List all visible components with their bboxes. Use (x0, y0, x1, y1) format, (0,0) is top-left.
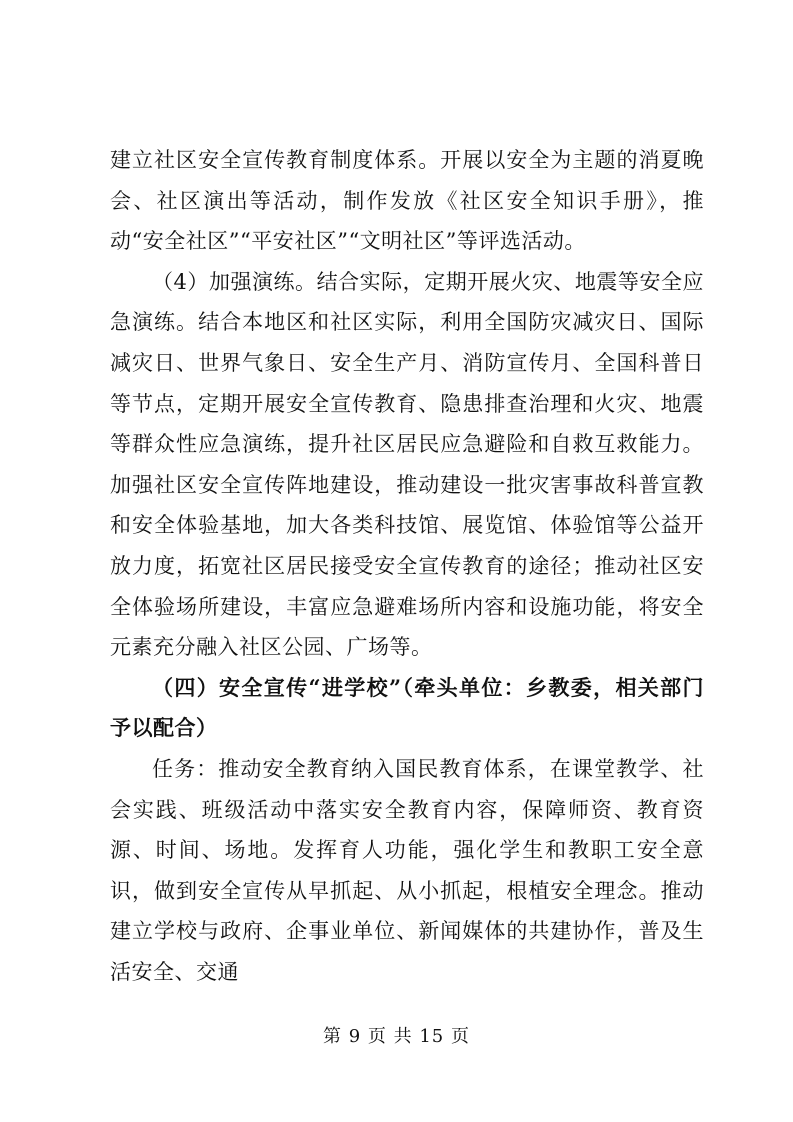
body-text (110, 140, 704, 992)
page-number-footer: 第 9 页 共 15 页 (323, 1026, 470, 1047)
paragraph-continuation: 建立社区安全宣传教育制度体系。开展以安全为主题的消夏晚会、社区演出等活动，制作发放《社区安全知识手册》，推动“安全社区”“平安社区”“文明社区”等评选活动。 (110, 148, 704, 254)
paragraph-drills: （4）加强演练。结合实际，定期开展火灾、地震等安全应急演练。结合本地区和社区实际，利用全国防灾减灾日、国际减灾日、世界气象日、安全生产月、消防宣传月、全国科普日等节点，定期开展安全宣传教育、隐患排查治理和火灾、地震等群众性应急演练，提升社区居民应急避险和自救互救能力。加强社区安全宣传阵地建设，推动建设一批灾害事故科普宣教和安全体验基地，加大各类科技馆、展览馆、体验馆等公益开放力度，拓宽社区居民接受安全宣传教育的途径；推动社区安全体验场所建设，丰富应急避难场所内容和设施功能，将安全元素充分融入社区公园、广场等。 (110, 269, 704, 660)
section-heading-schools: （四）安全宣传“进学校”（牵头单位：乡教委，相关部门予以配合） (110, 674, 704, 741)
paragraph-task: 任务：推动安全教育纳入国民教育体系，在课堂教学、社会实践、班级活动中落实安全教育内容，保障师资、教育资源、时间、场地。发挥育人功能，强化学生和教职工安全意识，做到安全宣传从早抓起、从小抓起，根植安全理念。推动建立学校与政府、企事业单位、新闻媒体的共建协作，普及生活安全、交通 (110, 756, 704, 984)
